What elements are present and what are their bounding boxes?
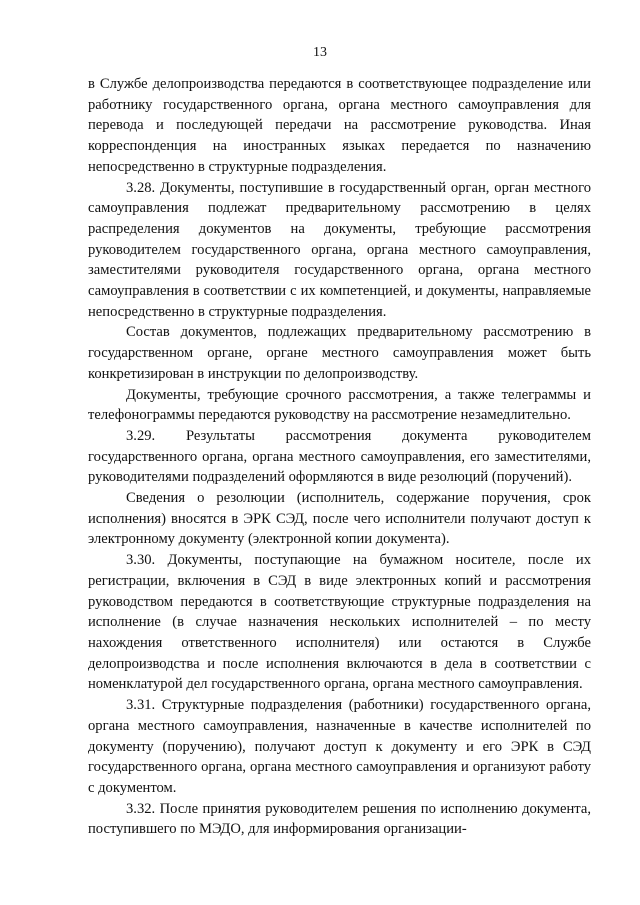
paragraph-3-30: 3.30. Документы, поступающие на бумажном носителе, после их регистрации, включения в СЭД в виде электронных копий и рассмотрения руководством передаются в соответствующие структурные подразделения на исполнение (в случае назначения нескольких исполнителей – по месту нахождения ответственного исполнителя) или остаются в Службе делопроизводства и после исполнения включаются в дела в соответствии с номенклатурой дел государственного органа, органа местного самоуправления. xyxy=(88,552,591,693)
paragraph-preliminary-review: Состав документов, подлежащих предварительному рассмотрению в государственном органе, органе местного самоуправления может быть конкретизирован в инструкции по делопроизводству. xyxy=(88,324,591,382)
document-body xyxy=(88,74,591,840)
paragraph-continuation: в Службе делопроизводства передаются в соответствующее подразделение или работнику государственного органа, органа местного самоуправления для перевода и последующей передачи на рассмотрение руководства. Иная корреспонденция на иностранных языках передается по назначению непосредственно в структурные подразделения. xyxy=(88,76,591,175)
page-number: 13 xyxy=(313,45,327,60)
paragraph-3-29: 3.29. Результаты рассмотрения документа руководителем государственного органа, органа местного самоуправления, его заместителями, руководителями подразделений оформляются в виде резолюций (поручений). xyxy=(88,427,591,486)
paragraph-3-28: 3.28. Документы, поступившие в государственный орган, орган местного самоуправления подлежат предварительному рассмотрению в целях распределения документов на документы, требующие рассмотрения руководителем государственного органа, органа местного самоуправления, заместителями руководителя государственного органа, органа местного самоуправления в соответствии с их компетенцией, и документы, направляемые непосредственно в структурные подразделения. xyxy=(88,179,591,320)
paragraph-3-31: 3.31. Структурные подразделения (работники) государственного органа, органа местного самоуправления, назначенные в качестве исполнителей по документу (поручению), получают доступ к документу и его ЭРК в СЭД государственного органа, органа местного самоуправления и организуют работу с документом. xyxy=(88,697,591,796)
paragraph-resolution-info: Сведения о резолюции (исполнитель, содержание поручения, срок исполнения) вносятся в ЭРК СЭД, после чего исполнители получают доступ к электронному документу (электронной копии документа). xyxy=(88,490,591,548)
paragraph-3-32: 3.32. После принятия руководителем решения по исполнению документа, поступившего по МЭДО, для информирования организации- xyxy=(88,800,591,838)
paragraph-urgent-documents: Документы, требующие срочного рассмотрения, а также телеграммы и телефонограммы передаются руководству на рассмотрение незамедлительно. xyxy=(88,386,591,424)
